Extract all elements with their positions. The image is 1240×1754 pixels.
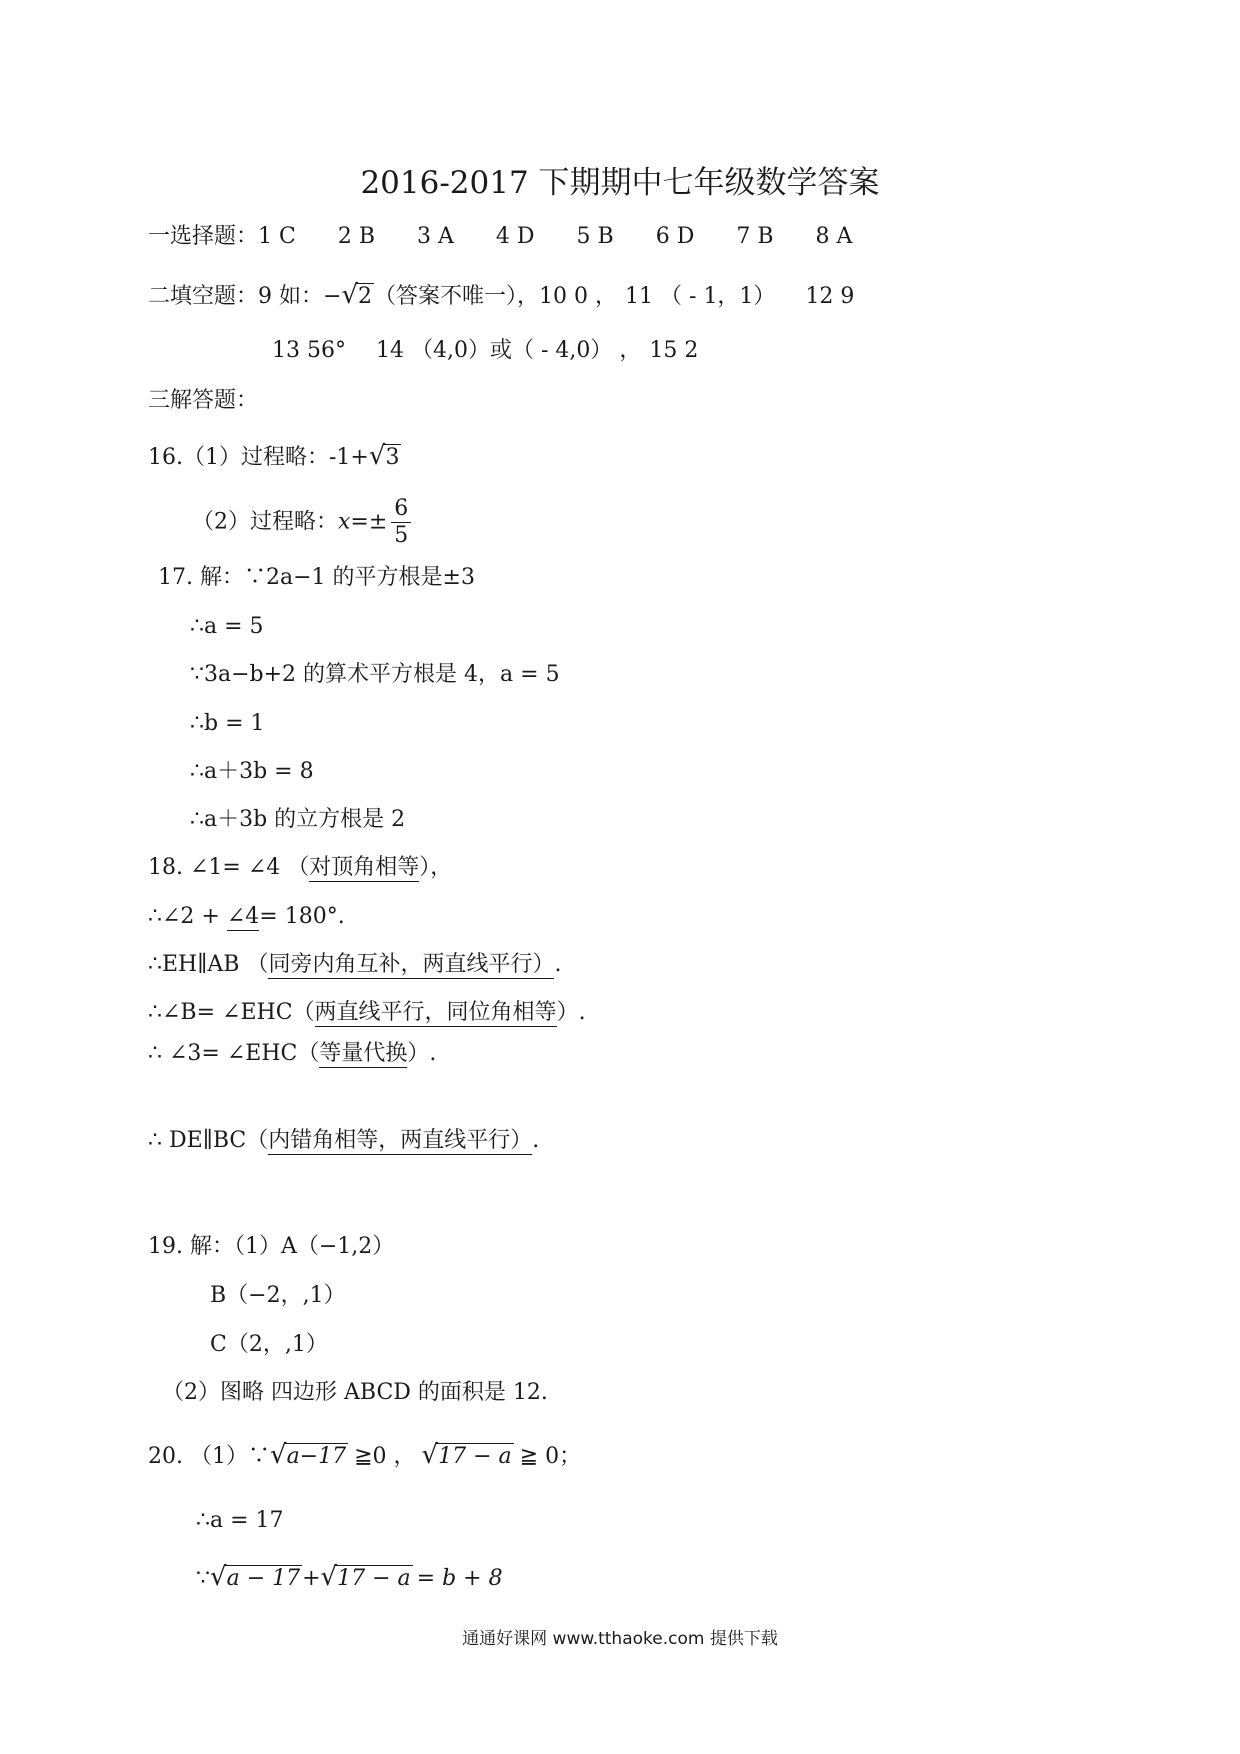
q20-radicand4: 17 − a [337,1566,411,1591]
q20-line3-prefix: ∵ [196,1566,210,1591]
q20-line1 [148,1440,581,1472]
q10-answer: 10 0 ， [539,284,618,309]
q18-blank3: 同旁内角互补，两直线平行） [268,952,555,977]
q18-line4-prefix: ∴∠B= ∠EHC（ [148,1000,315,1025]
section-solve-label: 三解答题： [148,388,259,413]
q18-blank4: 两直线平行，同位角相等 [314,1000,557,1025]
q16-radicand: 3 [385,445,400,470]
q16-sqrt: √3 [368,441,400,471]
q14-answer: 14 （4,0）或（ - 4,0） ， [375,338,642,363]
q16-eq: =± [350,509,388,535]
q16-part2 [192,496,411,549]
q16-denominator: 5 [394,523,409,548]
q18-line3-suffix: . [554,952,562,977]
q20-line1-mid: ≧0 ， [354,1444,416,1469]
q18-line4 [148,998,586,1028]
choice-answer: 6 D [655,224,695,249]
q20-radicand3: a − 17 [226,1566,301,1591]
q18-line6 [148,1126,539,1156]
q15-answer: 15 2 [649,338,699,363]
q18-line1-prefix: 18. ∠1= ∠4 （ [148,855,310,880]
q20-sqrt3: √a − 17 [210,1562,301,1592]
q16-part1-text: 16.（1）过程略：-1+ [148,445,369,470]
choice-answer: 1 C [258,224,296,249]
q17-line6: ∴a＋3b 的立方根是 2 [190,807,406,832]
q18-line5-suffix: ）. [407,1041,437,1066]
choice-answers [258,224,894,249]
q18-blank2: ∠4 [226,904,260,929]
q16-part2-text: （2）过程略： [192,509,338,535]
q17-line2: ∴a = 5 [190,614,264,639]
q18-blank1: 对顶角相等 [309,855,420,880]
q18-line6-suffix: . [532,1128,540,1153]
q16-numerator: 6 [391,496,411,523]
q20-plus: + [302,1566,321,1591]
q18-line5 [148,1039,436,1069]
page-title: 2016-2017 下期期中七年级数学答案 [360,165,880,201]
q20-line1-prefix: 20. （1）∵ [148,1444,270,1469]
q12-answer: 12 9 [805,284,855,309]
q20-radicand2: 17 − a [438,1444,512,1469]
section-fill-row2 [272,336,698,366]
choice-answer: 7 B [736,224,774,249]
section-fill-label: 二填空题： [148,284,259,309]
q18-blank6: 内错角相等，两直线平行） [268,1128,533,1153]
q20-line3 [196,1562,503,1594]
q9-minus: − [323,284,342,309]
q17-line5: ∴a＋3b = 8 [190,759,314,784]
section-choice-label: 一选择题： [148,224,259,249]
q18-line3-prefix: ∴EH∥AB （ [148,952,269,977]
choice-answer: 4 D [495,224,535,249]
q18-line3 [148,950,561,980]
choice-answer: 5 B [576,224,614,249]
q11-answer: 11 （ - 1，1） [625,284,776,309]
section-choice [148,222,894,252]
q19-line4: （2）图略 四边形 ABCD 的面积是 12. [162,1380,548,1405]
choice-answer: 3 A [417,224,454,249]
q20-radicand1: a−17 [286,1444,347,1469]
q20-line3-suffix: = b + 8 [416,1566,503,1591]
q18-line2-suffix: = 180°. [259,904,345,929]
q19-line1: 19. 解：（1）A（−1,2） [148,1234,395,1259]
q20-line1-suffix: ≧ 0； [519,1444,582,1469]
q20-sqrt2: √17 − a [421,1440,512,1470]
q18-line2-prefix: ∴∠2 + [148,904,227,929]
q18-line5-prefix: ∴ ∠3= ∠EHC（ [148,1041,320,1066]
q18-blank5: 等量代换 [319,1041,408,1066]
q9-prefix: 9 如： [258,284,324,309]
section-fill-row1 [148,280,854,312]
q18-line2 [148,902,345,932]
choice-answer: 8 A [815,224,853,249]
q20-sqrt4: √17 − a [320,1562,411,1592]
q9-note: （答案不唯一）， [374,284,540,309]
q17-line1: 17. 解：∵2a−1 的平方根是±3 [158,565,475,590]
q19-line2: B（−2，,1） [210,1283,346,1308]
q16-part1 [148,441,401,473]
q9-sqrt: √2 [341,280,373,310]
footer-source: 通通好课网 www.tthaoke.com 提供下载 [462,1629,778,1649]
q17-line4: ∴b = 1 [190,711,265,736]
q18-line4-suffix: ）. [556,1000,586,1025]
q16-fraction [391,496,411,549]
q18-line1-suffix: ）， [419,855,453,880]
q18-line1 [148,853,452,883]
q20-line2: ∴a = 17 [196,1508,284,1533]
q19-line3: C（2，,1） [210,1332,328,1357]
q9-radicand: 2 [358,284,373,309]
q16-var: x [338,509,351,535]
q17-line3: ∵3a−b+2 的算术平方根是 4，a = 5 [190,662,560,687]
q13-answer: 13 56° [272,338,346,363]
q20-sqrt1: √a−17 [269,1440,347,1470]
q18-line6-prefix: ∴ DE∥BC（ [148,1128,269,1153]
choice-answer: 2 B [337,224,376,249]
